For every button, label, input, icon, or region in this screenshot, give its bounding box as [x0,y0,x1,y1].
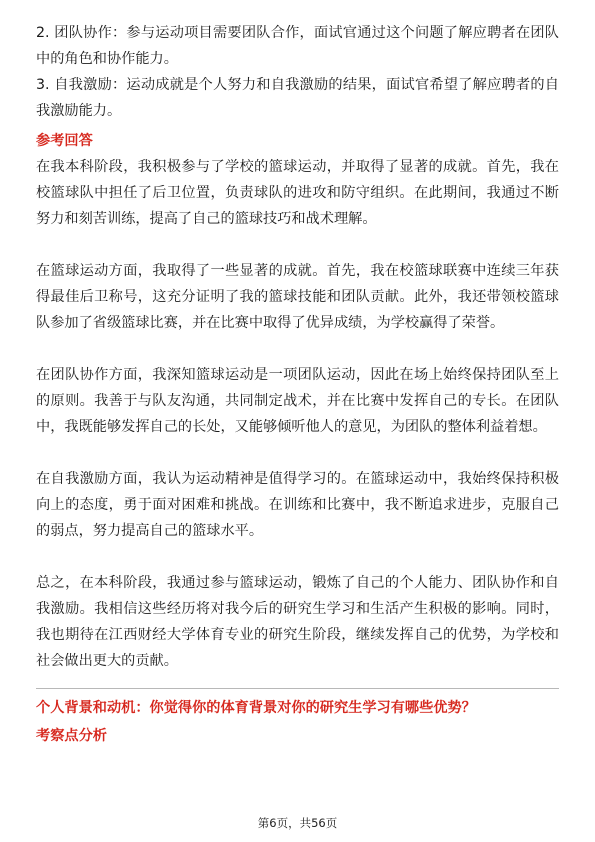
section-divider [36,688,559,689]
list-item-self-motivation: 3. 自我激励：运动成就是个人努力和自我激励的结果，面试官希望了解应聘者的自我激励能力。 [36,77,559,119]
paragraph-5: 总之，在本科阶段，我通过参与篮球运动，锻炼了自己的个人能力、团队协作和自我激励。我相信这些经历将对我今后的研究生学习和生活产生积极的影响。同时，我也期待在江西财经大学体育专业的研究生阶段，继续发挥自己的优势，为学校和社会做出更大的贡献。 [36,575,559,669]
page-number: 第6页，共56页 [257,816,338,830]
paragraph-3: 在团队协作方面，我深知篮球运动是一项团队运动，因此在场上始终保持团队至上的原则。我善于与队友沟通，共同制定战术，并在比赛中发挥自己的专长。在团队中，我既能够发挥自己的长处，又能够倾听他人的意见，为团队的整体利益着想。 [36,367,559,435]
analysis-heading: 考察点分析 [36,728,107,744]
paragraph-gap [36,440,559,466]
paragraph-gap [36,336,559,362]
document-page [36,20,559,749]
list-item-teamwork: 2. 团队协作：参与运动项目需要团队合作，面试官通过这个问题了解应聘者在团队中的角色和协作能力。 [36,25,559,67]
paragraph-1: 在我本科阶段，我积极参与了学校的篮球运动，并取得了显著的成就。首先，我在校篮球队中担任了后卫位置，负责球队的进攻和防守组织。在此期间，我通过不断努力和刻苦训练，提高了自己的篮球技巧和战术理解。 [36,159,559,227]
paragraph-2: 在篮球运动方面，我取得了一些显著的成就。首先，我在校篮球联赛中连续三年获得最佳后卫称号，这充分证明了我的篮球技能和团队贡献。此外，我还带领校篮球队参加了省级篮球比赛，并在比赛中取得了优异成绩，为学校赢得了荣誉。 [36,263,559,331]
paragraph-4: 在自我激励方面，我认为运动精神是值得学习的。在篮球运动中，我始终保持积极向上的态度，勇于面对困难和挑战。在训练和比赛中，我不断追求进步，克服自己的弱点，努力提高自己的篮球水平。 [36,471,559,539]
answer-heading: 参考回答 [36,133,93,149]
paragraph-gap [36,544,559,570]
next-question-heading: 个人背景和动机：你觉得你的体育背景对你的研究生学习有哪些优势？ [36,700,476,716]
paragraph-gap [36,232,559,258]
